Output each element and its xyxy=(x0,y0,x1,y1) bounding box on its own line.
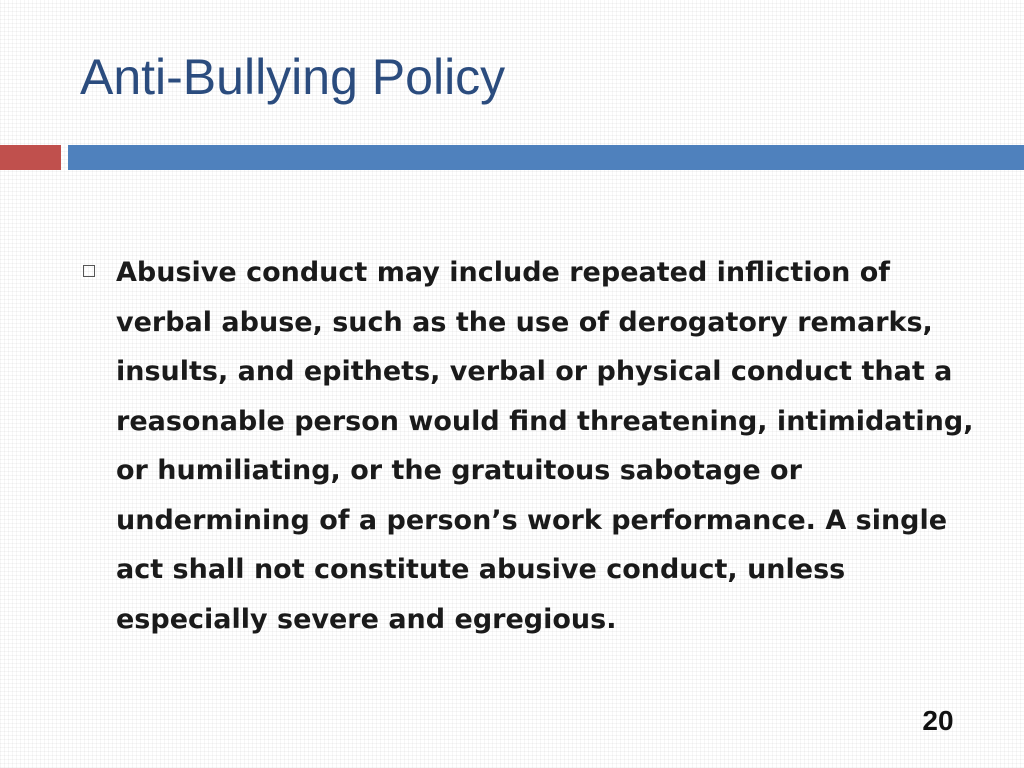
square-bullet-icon xyxy=(83,265,95,277)
bullet-list xyxy=(80,248,980,644)
title-rule-blue xyxy=(68,145,1024,170)
bullet-text: Abusive conduct may include repeated infliction of verbal abuse, such as the use of derogatory remarks, insults, and epithets, verbal or physical conduct that a reasonable person would find threatening, intimidating, or humiliating, or the gratuitous sabotage or undermining of a person’s work performance. A single act shall not constitute abusive conduct, unless especially severe and egregious. xyxy=(116,257,974,635)
slide-title: Anti-Bullying Policy xyxy=(80,49,506,105)
page-number: 20 xyxy=(922,705,954,736)
title-rule-red xyxy=(0,145,61,170)
list-item xyxy=(80,248,980,644)
